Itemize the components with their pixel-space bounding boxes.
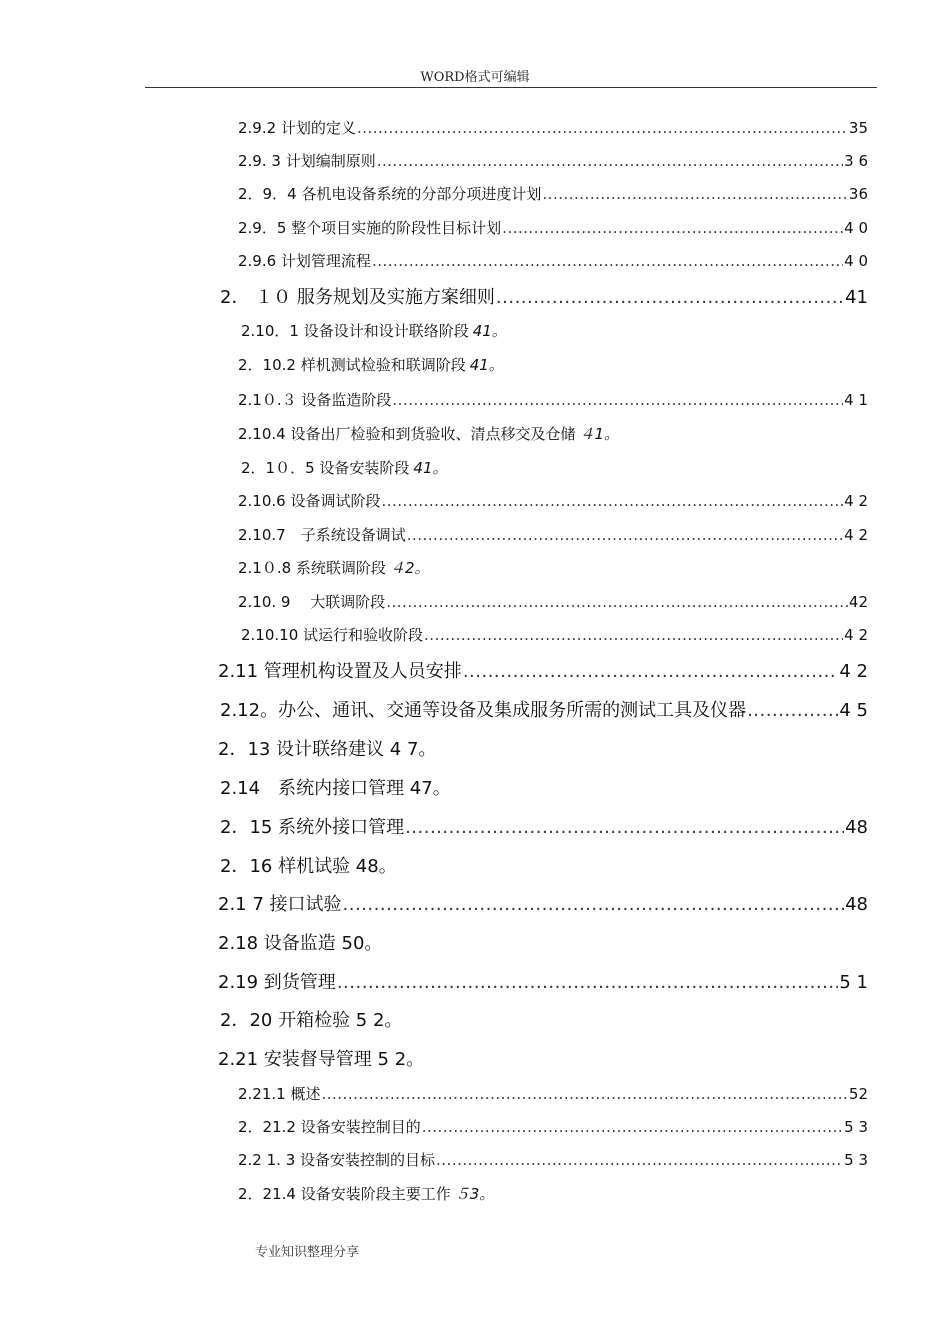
toc-entry[interactable]: [241, 320, 507, 341]
toc-entry-title: 2.10. 9 大联调阶段: [238, 593, 386, 611]
toc-leader-dots: [424, 626, 843, 644]
toc-entry[interactable]: [220, 813, 868, 839]
toc-entry[interactable]: [238, 1149, 868, 1170]
toc-entry-page: 42: [848, 593, 868, 611]
toc-entry-title: 2.10．1 设备设计和设计联络阶段: [241, 322, 469, 340]
toc-entry-page: 5 3: [844, 1118, 868, 1136]
toc-entry-title: 2.14 系统内接口管理 47。: [220, 778, 451, 799]
toc-entry[interactable]: [238, 1116, 868, 1137]
toc-leader-dots: [463, 661, 839, 682]
toc-leader-dots: [496, 287, 844, 308]
toc-entry-page: 4 0: [844, 252, 868, 270]
toc-entry-title: 2.19 到货管理: [218, 972, 336, 993]
toc-leader-dots: [381, 492, 843, 510]
toc-entry-title: 2.9．5 整个项目实施的阶段性目标计划: [238, 219, 502, 237]
toc-entry-title: 2.10.10 试运行和验收阶段: [241, 626, 424, 644]
toc-entry[interactable]: [238, 557, 429, 578]
toc-entry[interactable]: [238, 250, 868, 271]
toc-entry[interactable]: [238, 183, 868, 204]
toc-leader-dots: [542, 185, 848, 203]
toc-entry-title: 2．1０．5 设备安装阶段: [241, 459, 410, 477]
toc-entry-title: 2．9．4 各机电设备系统的分部分项进度计划: [238, 185, 542, 203]
toc-entry-title: 2.1 7 接口试验: [218, 894, 342, 915]
toc-entry-title: 2．20 开箱检验 5 2。: [220, 1010, 403, 1031]
toc-leader-dots: [407, 526, 843, 544]
toc-entry-page: 41。: [472, 322, 507, 340]
toc-entry-title: 2．10.2 样机测试检验和联调阶段: [238, 356, 466, 374]
toc-leader-dots: [321, 1085, 847, 1103]
toc-leader-dots: [386, 593, 848, 611]
toc-entry-page: ４2。: [389, 559, 430, 577]
toc-entry-title: 2.1０.３ 设备监造阶段: [238, 391, 392, 409]
toc-entry[interactable]: [241, 457, 448, 478]
toc-entry-title: 2.10.4 设备出厂检验和到货验收、清点移交及仓储: [238, 425, 576, 443]
toc-leader-dots: [337, 972, 839, 993]
toc-entry-title: 2．13 设计联络建议 4 7。: [218, 739, 437, 760]
page-header: WORD格式可编辑: [420, 70, 530, 85]
toc-entry-page: 35: [848, 119, 868, 137]
toc-entry-page: 48: [845, 817, 868, 838]
toc-entry[interactable]: [238, 354, 504, 375]
toc-entry-title: 2． １０ 服务规划及实施方案细则: [220, 287, 495, 308]
toc-entry[interactable]: [238, 490, 868, 511]
toc-entry-page: 4 2: [839, 661, 868, 682]
toc-entry[interactable]: [218, 968, 868, 994]
toc-entry[interactable]: [238, 1183, 494, 1204]
toc-leader-dots: [747, 700, 838, 721]
toc-entry-page: 41。: [413, 459, 448, 477]
toc-entry-title: 2.2 1. 3 设备安装控制的目标: [238, 1151, 436, 1169]
toc-entry[interactable]: [238, 1083, 868, 1104]
toc-entry[interactable]: [238, 591, 868, 612]
toc-entry-title: 2．21.2 设备安装控制目的: [238, 1118, 421, 1136]
toc-leader-dots: [502, 219, 843, 237]
toc-entry[interactable]: [238, 423, 619, 444]
toc-entry[interactable]: [218, 890, 868, 916]
toc-entry-page: 4 1: [844, 391, 868, 409]
toc-entry[interactable]: [218, 735, 436, 761]
toc-entry[interactable]: [238, 150, 868, 171]
toc-leader-dots: [436, 1151, 843, 1169]
toc-entry[interactable]: [220, 774, 451, 800]
toc-entry-page: 3 6: [844, 152, 868, 170]
toc-entry[interactable]: [238, 524, 868, 545]
toc-entry[interactable]: [218, 1045, 424, 1071]
toc-entry-title: 2.18 设备监造 50。: [218, 933, 383, 954]
toc-entry-page: 4 5: [839, 700, 868, 721]
toc-entry-title: 2.21 安装督导管理 5 2。: [218, 1049, 425, 1070]
toc-entry-title: 2.10.6 设备调试阶段: [238, 492, 381, 510]
toc-entry-title: 2.10.7 子系统设备调试: [238, 526, 406, 544]
toc-leader-dots: [405, 817, 844, 838]
toc-entry[interactable]: [220, 852, 397, 878]
toc-entry-page: 4 2: [844, 626, 868, 644]
toc-entry[interactable]: [238, 389, 868, 410]
toc-leader-dots: [377, 152, 843, 170]
toc-leader-dots: [372, 252, 843, 270]
toc-entry-page: 4 2: [844, 526, 868, 544]
toc-entry-page: ４1。: [579, 425, 620, 443]
toc-entry-title: 2.1０.8 系统联调阶段: [238, 559, 386, 577]
toc-entry-title: 2．21.4 设备安装阶段主要工作: [238, 1185, 451, 1203]
toc-leader-dots: [392, 391, 843, 409]
toc-entry-title: 2．16 样机试验 48。: [220, 856, 397, 877]
toc-entry-page: 41。: [469, 356, 504, 374]
toc-entry-page: 41: [845, 287, 868, 308]
toc-entry-title: 2.12。办公、通讯、交通等设备及集成服务所需的测试工具及仪器: [220, 700, 747, 721]
toc-entry-title: 2.9. 3 计划编制原则: [238, 152, 376, 170]
toc-entry[interactable]: [218, 929, 382, 955]
toc-entry[interactable]: [220, 1006, 402, 1032]
toc-leader-dots: [343, 894, 845, 915]
toc-entry-page: 4 0: [844, 219, 868, 237]
toc-entry[interactable]: [218, 657, 868, 683]
toc-entry-page: 5 3: [844, 1151, 868, 1169]
toc-entry[interactable]: [238, 217, 868, 238]
toc-entry[interactable]: [220, 696, 868, 722]
toc-entry[interactable]: [241, 624, 868, 645]
toc-entry-page: 5 1: [839, 972, 868, 993]
toc-entry-title: 2．15 系统外接口管理: [220, 817, 405, 838]
page-footer: 专业知识整理分享: [255, 1245, 360, 1260]
toc-entry-title: 2.11 管理机构设置及人员安排: [218, 661, 462, 682]
toc-leader-dots: [422, 1118, 843, 1136]
toc-entry-page: 36: [848, 185, 868, 203]
toc-entry-page: 52: [848, 1085, 868, 1103]
toc-entry[interactable]: [238, 117, 868, 138]
toc-entry-page: 4 2: [844, 492, 868, 510]
toc-entry-title: 2.21.1 概述: [238, 1085, 321, 1103]
toc-entry-title: 2.9.6 计划管理流程: [238, 252, 371, 270]
toc-entry[interactable]: [220, 283, 868, 309]
toc-entry-page: 48: [845, 894, 868, 915]
toc-entry-page: ５3。: [454, 1185, 495, 1203]
toc-leader-dots: [357, 119, 848, 137]
toc-entry-title: 2.9.2 计划的定义: [238, 119, 356, 137]
